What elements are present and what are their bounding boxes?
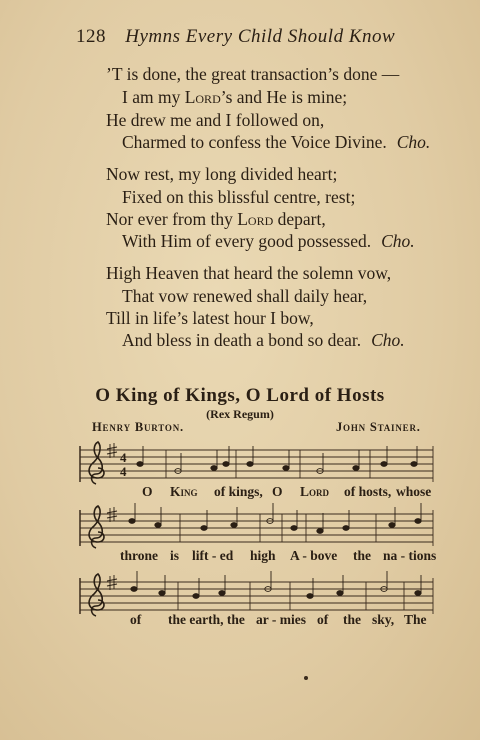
- notes-staff-2: [129, 503, 421, 533]
- sharp-icon: [107, 443, 117, 458]
- lyric-syllable: O: [272, 484, 283, 499]
- lyric-syllable: whose: [396, 484, 432, 499]
- composer-credit: John Stainer.: [336, 420, 421, 434]
- verse-line: ’T is done, the great transaction’s done —: [106, 64, 400, 84]
- lyric-syllable: the: [343, 612, 361, 627]
- lyric-syllable: The: [404, 612, 427, 627]
- lyric-syllable: high: [250, 548, 276, 563]
- verse-line: High Heaven that heard the solemn vow,: [106, 263, 392, 283]
- verse-text: With Him of every good possessed.: [122, 231, 372, 251]
- lyric-syllable: O: [142, 484, 153, 499]
- verse-text: And bless in death a bond so dear.: [122, 330, 362, 350]
- verse-line: Fixed on this blissful centre, rest;: [122, 187, 356, 207]
- tune-name: (Rex Regum): [206, 407, 274, 421]
- lyric-syllable: sky,: [372, 612, 395, 627]
- author-credit: Henry Burton.: [92, 420, 184, 434]
- verse-line: Till in life’s latest hour I bow,: [106, 308, 314, 328]
- lyric-syllable: lift - ed: [192, 548, 234, 563]
- staff-1: [80, 446, 433, 482]
- sharp-icon: [107, 575, 117, 590]
- verse-line: Nor ever from thy Lord depart,: [106, 209, 326, 229]
- book-title: Hymns Every Child Should Know: [125, 26, 396, 47]
- lyric-syllable: King: [170, 484, 198, 499]
- chorus-mark: Cho.: [396, 132, 431, 152]
- lyric-syllable: ar - mies: [256, 612, 306, 627]
- svg-text:4: 4: [120, 464, 127, 479]
- page-number: 128: [76, 26, 106, 47]
- svg-text:4: 4: [120, 450, 127, 465]
- treble-clef-icon: [89, 574, 104, 616]
- lyric-syllable: the: [353, 548, 371, 563]
- verse-text: Charmed to confess the Voice Divine.: [122, 132, 387, 152]
- page-speck: [304, 676, 308, 680]
- lyric-syllable: of: [317, 612, 329, 627]
- lyric-syllable: na - tions: [383, 548, 437, 563]
- lyric-syllable: Lord: [300, 484, 330, 499]
- lyric-syllable: of: [130, 612, 142, 627]
- lyric-syllable: A - bove: [290, 548, 338, 563]
- verse-line: He drew me and I followed on,: [106, 110, 325, 130]
- chorus-mark: Cho.: [381, 231, 415, 251]
- treble-clef-icon: [89, 506, 104, 548]
- hymn-title: O King of Kings, O Lord of Hosts: [95, 385, 385, 406]
- verse-line: Now rest, my long divided heart;: [106, 164, 338, 184]
- staff-2: [80, 510, 433, 546]
- notes-staff-3: [131, 571, 421, 598]
- verse-line: That vow renewed shall daily hear,: [122, 286, 368, 306]
- verse-line: I am my Lord’s and He is mine;: [122, 87, 348, 107]
- lyric-syllable: of hosts,: [344, 484, 392, 499]
- lyric-syllable: of kings,: [214, 484, 263, 499]
- time-signature: [120, 450, 127, 479]
- lyric-syllable: throne: [120, 548, 159, 563]
- treble-clef-icon: [89, 442, 104, 484]
- sharp-icon: [107, 507, 117, 522]
- staff-3: [80, 578, 433, 614]
- lyric-syllable: the earth, the: [168, 612, 245, 627]
- lyric-syllable: is: [170, 548, 180, 563]
- chorus-mark: Cho.: [371, 330, 405, 350]
